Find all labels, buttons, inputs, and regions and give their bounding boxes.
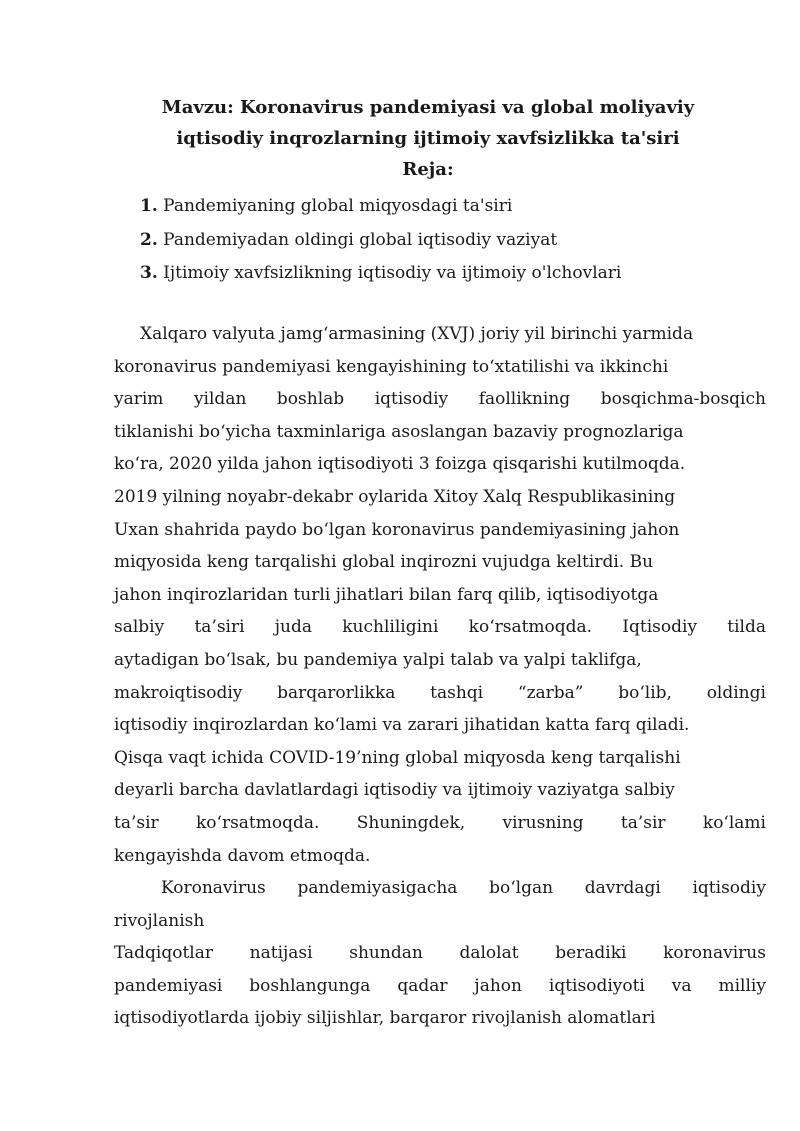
body-line: deyarli barcha davlatlardagi iqtisodiy va ijtimoiy vaziyatga salbiy — [114, 780, 675, 801]
body-line: jahon inqirozlaridan turli jihatlari bilan farq qilib, iqtisodiyotga — [114, 584, 659, 605]
plan-heading: Reja: — [402, 159, 454, 180]
document-title — [100, 92, 756, 185]
body-line: 2019 yilning noyabr-dekabr oylarida Xitoy Xalq Respublikasining — [114, 486, 676, 507]
body-line: salbiy ta’siri juda kuchliligini ko‘rsatmoqda. Iqtisodiy tilda — [114, 617, 766, 638]
body-line: Koronavirus pandemiyasigacha bo‘lgan davrdagi iqtisodiy — [161, 878, 766, 899]
body-line: Uxan shahrida paydo bo‘lgan koronavirus pandemiyasining jahon — [114, 519, 680, 540]
plan-list — [140, 190, 621, 291]
body-line: tiklanishi bo‘yicha taxminlariga asoslangan bazaviy prognozlariga — [114, 421, 684, 442]
body-line: Tadqiqotlar natijasi shundan dalolat beradiki koronavirus — [114, 943, 766, 964]
body-line: ta’sir ko‘rsatmoqda. Shuningdek, virusning ta’sir ko‘lami — [114, 812, 766, 833]
body-text — [114, 318, 766, 1035]
body-line: Xalqaro valyuta jamg‘armasining (XVJ) joriy yil birinchi yarmida — [140, 324, 694, 344]
plan-item-text: Pandemiyadan oldingi global iqtisodiy vaziyat — [163, 229, 558, 250]
title-line-2: iqtisodiy inqrozlarning ijtimoiy xavfsizlikka ta'siri — [176, 128, 680, 149]
body-line: iqtisodiy inqirozlardan ko‘lami va zarari jihatidan katta farq qiladi. — [114, 715, 690, 736]
body-line: aytadigan bo‘lsak, bu pandemiya yalpi talab va yalpi taklifga, — [114, 649, 642, 670]
body-line: Qisqa vaqt ichida COVID-19’ning global miqyosda keng tarqalishi — [114, 747, 681, 768]
plan-item-text: Ijtimoiy xavfsizlikning iqtisodiy va ijtimoiy o'lchovlari — [163, 263, 622, 283]
plan-item — [140, 224, 621, 258]
body-line: yarim yildan boshlab iqtisodiy faollikning bosqichma-bosqich — [114, 389, 766, 410]
body-line: iqtisodiyotlarda ijobiy siljishlar, barqaror rivojlanish alomatlari — [114, 1008, 656, 1029]
plan-item — [140, 190, 621, 224]
body-line: koronavirus pandemiyasi kengayishining to‘xtatilishi va ikkinchi — [114, 356, 669, 377]
plan-item — [140, 257, 621, 291]
plan-item-number: 2. — [140, 229, 158, 250]
body-line: pandemiyasi boshlangunga qadar jahon iqtisodiyoti va milliy — [114, 975, 766, 996]
body-line: ko‘ra, 2020 yilda jahon iqtisodiyoti 3 foizga qisqarishi kutilmoqda. — [114, 454, 686, 475]
plan-item-number: 1. — [140, 196, 158, 216]
body-line: kengayishda davom etmoqda. — [114, 845, 371, 866]
body-line: rivojlanish — [114, 910, 205, 931]
plan-item-text: Pandemiyaning global miqyosdagi ta'siri — [163, 196, 513, 216]
title-line-1: Mavzu: Koronavirus pandemiyasi va global moliyaviy — [161, 97, 695, 118]
body-line: makroiqtisodiy barqarorlikka tashqi “zarba” bo‘lib, oldingi — [114, 682, 766, 703]
plan-item-number: 3. — [140, 263, 158, 283]
body-line: miqyosida keng tarqalishi global inqirozni vujudga keltirdi. Bu — [114, 552, 654, 573]
